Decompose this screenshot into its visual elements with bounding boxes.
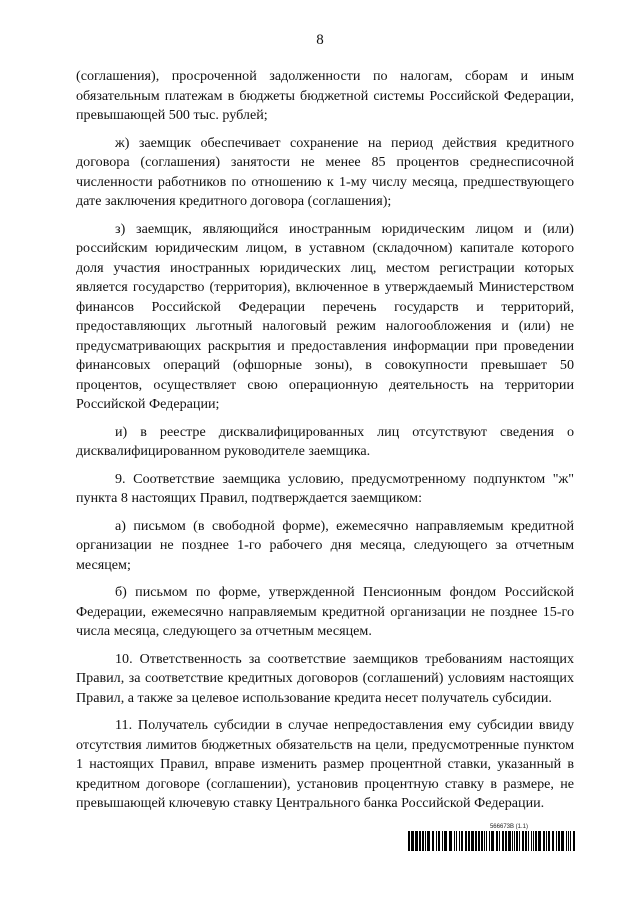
paragraph-continuation: (соглашения), просроченной задолженности по налогам, сборам и иным обязательным платежам в бюджеты бюджетной системы Российской Федерации, превышающей 500 тыс. рублей;: [76, 68, 574, 123]
paragraph-clause-9-a: а) письмом (в свободной форме), ежемесячно направляемым кредитной организации не позднее 1-го рабочего дня месяца, следующего за отчетным месяцем;: [76, 517, 574, 573]
paragraph-clause-9: 9. Соответствие заемщика условию, предусмотренному подпунктом "ж" пункта 8 настоящих Правил, подтверждается заемщиком:: [76, 470, 574, 506]
paragraph-item-zh: ж) заемщик обеспечивает сохранение на период действия кредитного договора (соглашения) занятости не менее 85 процентов среднесписочной численности работников по отношению к 1-му числу месяца, предшествующего дате заключения кредитного договора (соглашения);: [76, 134, 574, 209]
paragraph-clause-10: 10. Ответственность за соответствие заемщиков требованиям настоящих Правил, за соответствие кредитных договоров (соглашений) условиям настоящих Правил, а также за целевое использование кредита несет получатель субсидии.: [76, 650, 574, 706]
barcode-caption: 566673В (1.1): [489, 824, 528, 830]
barcode-block: [408, 824, 576, 851]
document-body: [76, 67, 574, 822]
paragraph-item-z: з) заемщик, являющийся иностранным юридическим лицом и (или) российским юридическим лицом, в уставном (складочном) капитале которого доля участия иностранных юридических лиц, местом регистрации которых является государство (территория), включенное в утверждаемый Министерством финансов Российской Федерации перечень государств и территорий, предоставляющих льготный налоговый режим налогообложения и (или) не предусматривающих раскрытия и предоставления информации при проведении финансовых операций (офшорные зоны), в совокупности превышает 50 процентов, осуществляет свою операционную деятельность на территории Российской Федерации;: [76, 220, 574, 412]
paragraph-clause-11: 11. Получатель субсидии в случае непредоставления ему субсидии ввиду отсутствия лимитов бюджетных обязательств на цели, предусмотренные пунктом 1 настоящих Правил, вправе изменить размер процентной ставки, указанный в кредитном договоре (соглашении), установив процентную ставку в размере, не превышающей ключевую ставку Центрального банка Российской Федерации.: [76, 717, 574, 811]
paragraph-item-i: и) в реестре дисквалифицированных лиц отсутствуют сведения о дисквалифицированном руководителе заемщика.: [76, 423, 574, 459]
barcode-image: [408, 831, 576, 851]
paragraph-clause-9-b: б) письмом по форме, утвержденной Пенсионным фондом Российской Федерации, ежемесячно направляемым кредитной организации не позднее 15-го числа месяца, следующего за отчетным месяцем.: [76, 584, 574, 639]
page-number: 8: [316, 32, 324, 48]
